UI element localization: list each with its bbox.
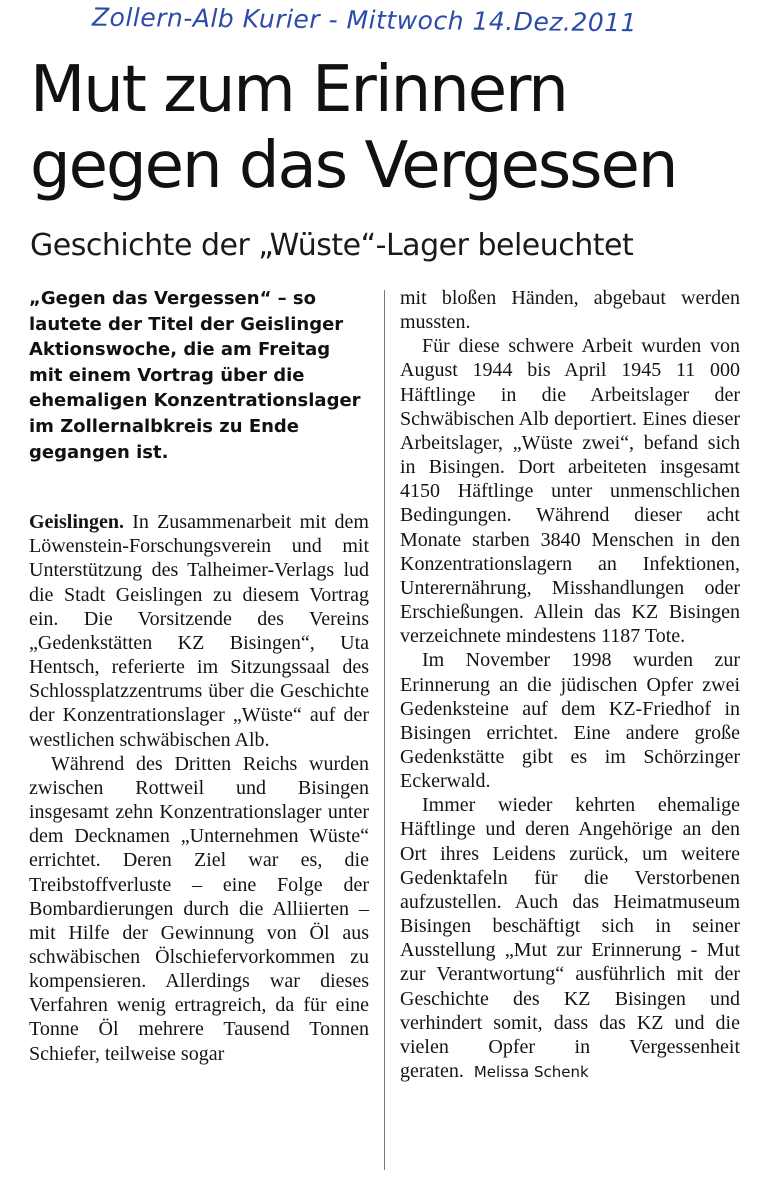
body-paragraph-1 [29,510,369,752]
body-paragraph-5 [400,793,740,1084]
body-paragraph-1-text: In Zusammenarbeit mit dem Löwenstein-Forschungsverein und mit Unterstützung des Talheimer-Verlags lud die Stadt Geislingen zu diesem Vortrag ein. Die Vorsitzende des Vereins „Gedenkstätten KZ Bisingen“, Uta Hentsch, referierte im Sitzungssaal des Schlossplatzzentrums über die Geschichte der Konzentrationslager „Wüste“ auf der westlichen schwäbischen Alb. [29,511,369,751]
handwritten-source-note: Zollern-Alb Kurier - Mittwoch 14.Dez.2011 [91,2,638,38]
headline-line-1: Mut zum Erinnern [30,53,567,127]
author-byline: Melissa Schenk [473,1063,589,1081]
article-column-right [400,286,740,1084]
body-paragraph-2: Während des Dritten Reichs wurden zwischen Rottweil und Bisingen insgesamt zehn Konzentrationslager unter dem Decknamen „Unternehmen Wüste“ errichtet. Deren Ziel war es, die Treibstoffverluste – eine Folge der Bombardierungen durch die Alliierten – mit Hilfe der Gewinnung von Öl aus schwäbischen Ölschiefervorkommen zu kompensieren. Allerdings war dieses Verfahren wenig ertragreich, da für eine Tonne Öl mehrere Tausend Tonnen Schiefer, teilweise sogar [29,752,369,1065]
lead-paragraph: „Gegen das Vergessen“ – so lautete der Titel der Geislinger Aktionswoche, die am Freitag mit einem Vortrag über die ehemaligen Konzentrationslager im Zollernalbkreis zu Ende gegangen ist. [29,288,361,463]
body-paragraph-5-text: Immer wieder kehrten ehemalige Häftlinge und deren Angehörige an den Ort ihres Leidens zurück, um weitere Gedenktafeln für die Verstorbenen aufzustellen. Auch das Heimatmuseum Bisingen beschäftigt sich in seiner Ausstellung „Mut zur Erinnerung - Mut zur Verantwortung“ ausführlich mit der Geschichte des KZ Bisingen und verhindert somit, dass das KZ und die vielen Opfer in Vergessenheit geraten. [400,794,740,1082]
article-column-left [29,286,369,1066]
body-paragraph-4: Im November 1998 wurden zur Erinnerung an die jüdischen Opfer zwei Gedenksteine auf dem KZ-Friedhof in Bisingen errichtet. Eine andere große Gedenkstätte gibt es im Schörzinger Eckerwald. [400,649,740,793]
column-divider [384,290,385,1170]
subheadline: Geschichte der „Wüste“-Lager beleuchtet [30,228,634,263]
body-paragraph-2-continued: mit bloßen Händen, abgebaut werden mussten. [400,287,740,334]
headline [30,52,750,204]
body-paragraph-3: Für diese schwere Arbeit wurden von August 1944 bis April 1945 11 000 Häftlinge in die Arbeitslager der Schwäbischen Alb deportiert. Eines dieser Arbeitslager, „Wüste zwei“, befand sich in Bisingen. Dort arbeiteten insgesamt 4150 Häftlinge unter unmenschlichen Bedingungen. Während dieser acht Monate starben 3840 Menschen in den Konzentrationslagern an Infektionen, Unterernährung, Misshandlungen oder Erschießungen. Allein das KZ Bisingen verzeichnete mindestens 1187 Tote. [400,335,740,648]
dateline: Geislingen. [29,511,125,534]
headline-line-2: gegen das Vergessen [30,129,677,203]
